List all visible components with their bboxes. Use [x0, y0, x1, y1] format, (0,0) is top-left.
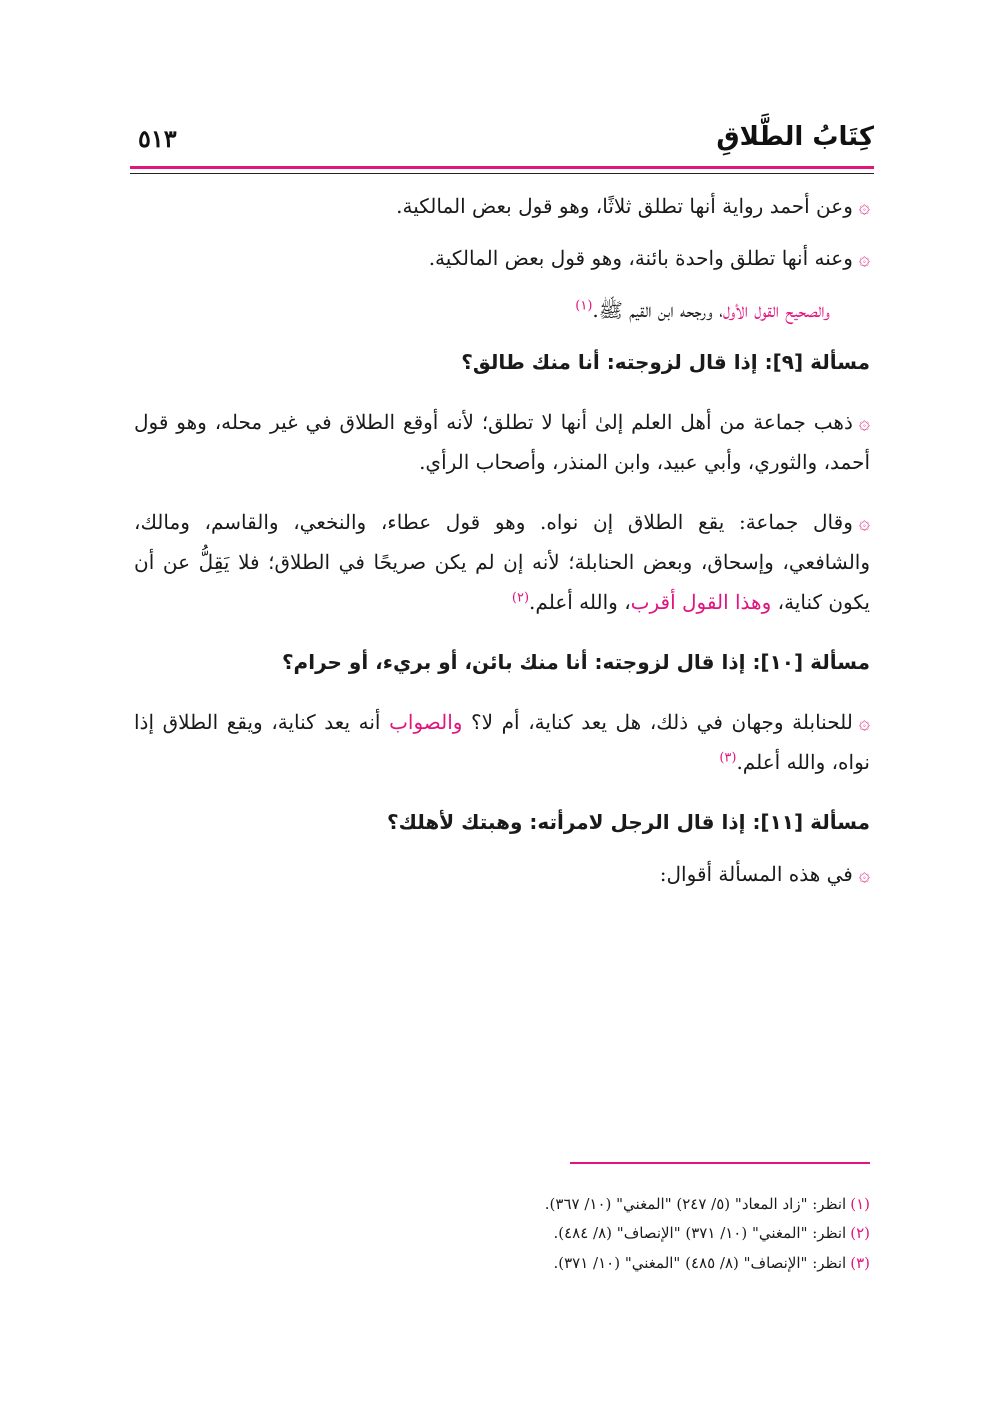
paragraph-text: في هذه المسألة أقوال:	[659, 862, 853, 886]
paragraph	[134, 702, 870, 782]
paragraph-text: للحنابلة وجهان في ذلك، هل يعد كناية، أم لا؟	[462, 710, 853, 734]
footnotes	[134, 1190, 870, 1278]
issue-label: مسألة [١٠]:	[752, 650, 870, 674]
preferred-opinion: والصواب	[389, 710, 463, 734]
paragraph	[134, 402, 870, 482]
flower-ornament-icon: ۞	[858, 248, 870, 270]
flower-ornament-icon: ۞	[858, 196, 870, 218]
issue-heading	[134, 642, 870, 682]
paragraph	[134, 854, 870, 894]
preferred-opinion: وهذا القول أقرب	[630, 590, 772, 614]
flower-ornament-icon: ۞	[858, 412, 870, 434]
footnote-ref[interactable]: (٢)	[511, 590, 530, 606]
issue-heading	[134, 802, 870, 842]
paragraph-text: أنه يعد كناية، ويقع الطلاق إذا نواه، والله أعلم.	[134, 710, 870, 774]
paragraph	[134, 502, 870, 622]
issue-label: مسألة [١١]:	[752, 810, 870, 834]
paragraph-text: وعن أحمد رواية أنها تطلق ثلاثًا، وهو قول بعض المالكية.	[396, 194, 853, 218]
paragraph-text: ، والله أعلم.	[529, 590, 631, 614]
issue-question: إذا قال لزوجته: أنا منك بائن، أو بريء، أو حرام؟	[281, 650, 746, 674]
page-header	[130, 122, 874, 162]
flower-ornament-icon: ۞	[858, 712, 870, 734]
footnote	[134, 1190, 870, 1219]
paragraph	[134, 238, 870, 278]
paragraph-text: ، ورجحه ابن القيم ﷺ.	[592, 298, 723, 322]
footnote-ref[interactable]: (٣)	[719, 750, 737, 766]
paragraph-text: ذهب جماعة من أهل العلم إلىٰ أنها لا تطلق؛ لأنه أوقع الطلاق في غير محله، وهو قول أحمد، والثوري، وأبي عبيد، وابن المنذر، وأصحاب الرأي.	[134, 410, 870, 474]
footnote-ref[interactable]: (١)	[575, 298, 593, 314]
header-rule	[130, 173, 874, 174]
paragraph-text: وعنه أنها تطلق واحدة بائنة، وهو قول بعض المالكية.	[428, 246, 853, 270]
footnote-rule	[570, 1162, 870, 1164]
footnote-number: (٣)	[850, 1253, 870, 1272]
preferred-opinion: والصحيح القول الأول	[722, 298, 830, 322]
issue-label: مسألة [٩]:	[764, 350, 870, 374]
footnote-text: انظر: "زاد المعاد" (٥/ ٢٤٧) "المغني" (١٠/ ٣٦٧).	[544, 1195, 847, 1213]
paragraph	[134, 186, 870, 226]
issue-heading	[134, 342, 870, 382]
footnote-number: (١)	[850, 1195, 870, 1213]
footnote	[134, 1219, 870, 1248]
footnote-text: انظر: "المغني" (١٠/ ٣٧١) "الإنصاف" (٨/ ٤٨٤).	[553, 1224, 847, 1243]
footnote	[134, 1249, 870, 1278]
flower-ornament-icon: ۞	[858, 864, 870, 886]
issue-question: إذا قال الرجل لامرأته: وهبتك لأهلك؟	[387, 810, 746, 834]
chapter-title: كِتَابُ الطَّلاقِ	[716, 122, 874, 152]
header-rule-accent	[130, 166, 874, 169]
flower-ornament-icon: ۞	[858, 512, 870, 534]
paragraph-text: وقال جماعة: يقع الطلاق إن نواه. وهو قول عطاء، والنخعي، والقاسم، ومالك، والشافعي، وإسحاق، وبعض الحنابلة؛ لأنه إن لم يكن صريحًا في الطلاق؛ فلا يَقِلُّ عن أن يكون كناية،	[134, 510, 871, 614]
page-body	[134, 186, 870, 894]
footnote-number: (٢)	[850, 1224, 870, 1243]
page-number: ٥١٣	[138, 124, 177, 153]
footnote-text: انظر: "الإنصاف" (٨/ ٤٨٥) "المغني" (١٠/ ٣٧١).	[553, 1253, 847, 1272]
paragraph	[134, 290, 870, 330]
issue-question: إذا قال لزوجته: أنا منك طالق؟	[461, 350, 758, 374]
